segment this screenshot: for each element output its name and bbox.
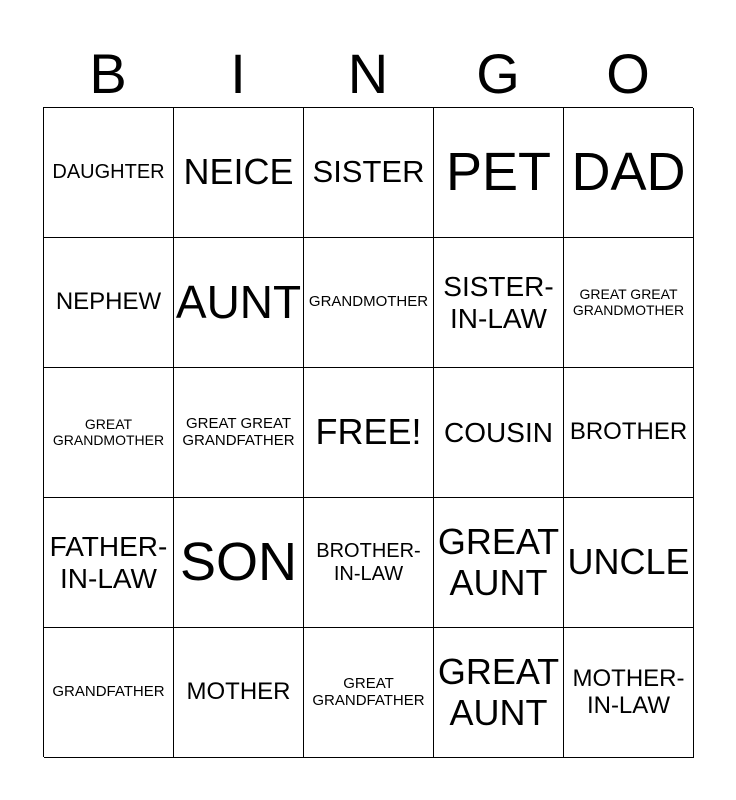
bingo-cell-r5-c4[interactable]: GREAT AUNT bbox=[434, 628, 564, 758]
free-space-cell[interactable]: FREE! bbox=[304, 368, 434, 498]
header-letter-b: B bbox=[89, 42, 127, 105]
bingo-cell-r3-c5[interactable]: BROTHER bbox=[564, 368, 694, 498]
bingo-cell-r4-c4[interactable]: GREAT AUNT bbox=[434, 498, 564, 628]
bingo-cell-r2-c5[interactable]: GREAT GREAT GRANDMOTHER bbox=[564, 238, 694, 368]
bingo-cell-r1-c4[interactable]: PET bbox=[434, 108, 564, 238]
bingo-cell-r4-c2[interactable]: SON bbox=[174, 498, 304, 628]
bingo-cell-r2-c1[interactable]: NEPHEW bbox=[44, 238, 174, 368]
bingo-cell-r4-c3[interactable]: BROTHER- IN-LAW bbox=[304, 498, 434, 628]
bingo-cell-r1-c3[interactable]: SISTER bbox=[304, 108, 434, 238]
bingo-cell-r1-c2[interactable]: NEICE bbox=[174, 108, 304, 238]
header-letter-g: G bbox=[476, 42, 520, 105]
bingo-cell-r5-c3[interactable]: GREAT GRANDFATHER bbox=[304, 628, 434, 758]
bingo-cell-r4-c5[interactable]: UNCLE bbox=[564, 498, 694, 628]
bingo-cell-r5-c1[interactable]: GRANDFATHER bbox=[44, 628, 174, 758]
bingo-cell-r3-c4[interactable]: COUSIN bbox=[434, 368, 564, 498]
bingo-cell-r4-c1[interactable]: FATHER- IN-LAW bbox=[44, 498, 174, 628]
header-letter-n: N bbox=[347, 42, 389, 105]
bingo-cell-r1-c1[interactable]: DAUGHTER bbox=[44, 108, 174, 238]
bingo-board bbox=[43, 107, 693, 757]
bingo-cell-r2-c2[interactable]: AUNT bbox=[174, 238, 304, 368]
bingo-cell-r3-c2[interactable]: GREAT GREAT GRANDFATHER bbox=[174, 368, 304, 498]
bingo-cell-r5-c2[interactable]: MOTHER bbox=[174, 628, 304, 758]
bingo-cell-r3-c1[interactable]: GREAT GRANDMOTHER bbox=[44, 368, 174, 498]
bingo-cell-r2-c4[interactable]: SISTER- IN-LAW bbox=[434, 238, 564, 368]
bingo-cell-r2-c3[interactable]: GRANDMOTHER bbox=[304, 238, 434, 368]
header-letter-i: I bbox=[230, 42, 246, 105]
bingo-cell-r1-c5[interactable]: DAD bbox=[564, 108, 694, 238]
header-letter-o: O bbox=[606, 42, 650, 105]
bingo-header bbox=[43, 40, 693, 108]
bingo-cell-r5-c5[interactable]: MOTHER- IN-LAW bbox=[564, 628, 694, 758]
